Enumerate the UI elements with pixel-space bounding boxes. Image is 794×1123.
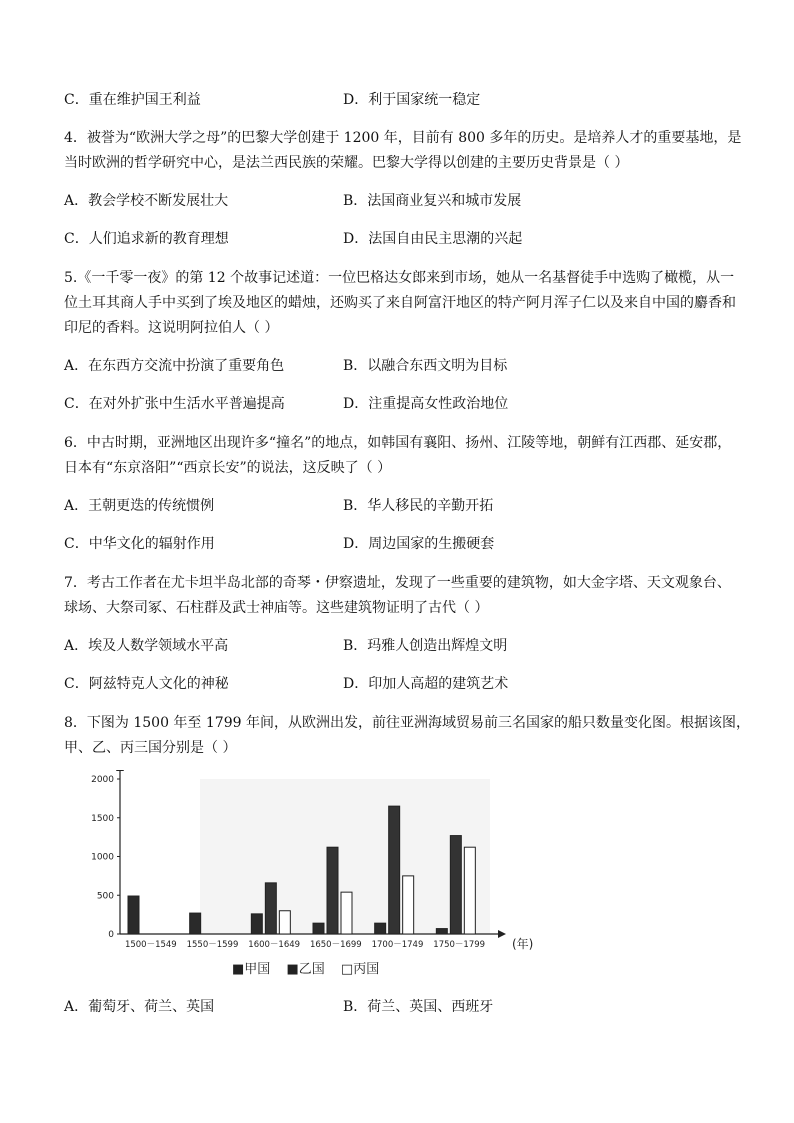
q5-option-b[interactable]: B．以融合东西文明为目标 — [343, 358, 508, 374]
y-tick-label: 500 — [96, 891, 114, 902]
q8-stem: 甲、乙、丙三国分别是（ ） — [64, 740, 237, 756]
x-axis-arrow — [498, 930, 506, 938]
q4-option-d[interactable]: D．法国自由民主思潮的兴起 — [343, 231, 523, 247]
q7-option-b[interactable]: B．玛雅人创造出辉煌文明 — [343, 638, 508, 654]
q4-option-a[interactable]: A．教会学校不断发展壮大 — [64, 193, 229, 209]
bar — [450, 836, 461, 934]
q5-option-a[interactable]: A．在东西方交流中扮演了重要角色 — [64, 358, 285, 374]
q8-option-b[interactable]: B．荷兰、英国、西班牙 — [343, 999, 494, 1015]
bar — [265, 883, 276, 934]
q5-option-d[interactable]: D．注重提高女性政治地位 — [343, 396, 509, 412]
bar — [128, 896, 139, 934]
legend-yi: ■乙国 — [286, 962, 325, 977]
q7-stem: 7．考古工作者在尤卡坦半岛北部的奇琴・伊察遗址，发现了一些重要的建筑物，如大金字塔、天文观象台、 — [64, 575, 731, 591]
q7-stem: 球场、大祭司冢、石柱群及武士神庙等。这些建筑物证明了古代（ ） — [64, 600, 489, 616]
bar — [389, 806, 400, 934]
q6-option-d[interactable]: D．周边国家的生搬硬套 — [343, 536, 495, 552]
chart-legend — [232, 958, 391, 977]
bar — [279, 911, 290, 934]
bar-chart-svg — [80, 770, 550, 980]
q8-stem: 8．下图为 1500 年至 1799 年间，从欧洲出发，前往亚洲海域贸易前三名国家的船只数量变化图。根据该图， — [64, 715, 750, 731]
q4-option-b[interactable]: B．法国商业复兴和城市发展 — [343, 193, 522, 209]
bar — [403, 876, 414, 934]
q3-option-c[interactable]: C．重在维护国王利益 — [64, 92, 201, 108]
q4-stem: 4．被誉为“欧洲大学之母”的巴黎大学创建于 1200 年，目前有 800 多年的历史。是培养人才的重要基地，是 — [64, 130, 742, 146]
x-tick-label: 1650－1699 — [309, 940, 362, 950]
q5-stem: 位土耳其商人手中买到了埃及地区的蜡烛，还购买了来自阿富汗地区的特产阿月浑子仁以及来自中国的麝香和 — [64, 295, 736, 311]
q5-stem: 5.《一千零一夜》的第 12 个故事记述道：一位巴格达女郎来到市场，她从一名基督徒手中选购了橄榄，从一 — [64, 270, 735, 286]
legend-jia: ■甲国 — [232, 962, 271, 977]
x-tick-label: 1700－1749 — [371, 940, 424, 950]
bar — [436, 929, 447, 934]
q7-option-d[interactable]: D．印加人高超的建筑艺术 — [343, 676, 509, 692]
q6-stem: 日本有“东京洛阳”“西京长安”的说法，这反映了（ ） — [64, 460, 392, 476]
y-tick-label: 2000 — [91, 775, 114, 785]
q5-stem: 印尼的香料。这说明阿拉伯人（ ） — [64, 320, 279, 336]
y-tick-label: 0 — [108, 930, 114, 940]
bar — [251, 914, 262, 934]
q8-option-a[interactable]: A．葡萄牙、荷兰、英国 — [64, 999, 215, 1015]
q3-option-d[interactable]: D．利于国家统一稳定 — [343, 92, 481, 108]
x-axis-unit: (年) — [512, 937, 534, 951]
q7-option-a[interactable]: A．埃及人数学领域水平高 — [64, 638, 229, 654]
bar — [464, 847, 475, 934]
q6-option-a[interactable]: A．王朝更迭的传统惯例 — [64, 498, 215, 514]
y-tick-label: 1500 — [91, 813, 114, 824]
legend-bing: □丙国 — [340, 962, 380, 977]
bar — [327, 847, 338, 934]
q4-option-c[interactable]: C．人们追求新的教育理想 — [64, 231, 229, 247]
q4-stem: 当时欧洲的哲学研究中心，是法兰西民族的荣耀。巴黎大学得以创建的主要历史背景是（ ） — [64, 155, 629, 171]
q6-option-b[interactable]: B．华人移民的辛勤开拓 — [343, 498, 494, 514]
x-tick-label: 1750－1799 — [433, 940, 486, 950]
bar — [341, 892, 352, 934]
x-tick-label: 1600－1649 — [248, 940, 301, 950]
q7-option-c[interactable]: C．阿兹特克人文化的神秘 — [64, 676, 229, 692]
bar — [375, 923, 386, 934]
q6-option-c[interactable]: C．中华文化的辐射作用 — [64, 536, 215, 552]
x-tick-label: 1500－1549 — [124, 940, 177, 950]
q6-stem: 6．中古时期，亚洲地区出现许多“撞名”的地点，如韩国有襄阳、扬州、江陵等地，朝鲜有江西郡、延安郡， — [64, 435, 732, 451]
y-tick-label: 1000 — [91, 852, 114, 863]
x-tick-label: 1550－1599 — [186, 940, 239, 950]
q5-option-c[interactable]: C．在对外扩张中生活水平普遍提高 — [64, 396, 285, 412]
bar — [190, 913, 201, 934]
y-axis-arrow — [116, 770, 124, 771]
ship-count-chart — [80, 770, 550, 980]
bar — [313, 923, 324, 934]
